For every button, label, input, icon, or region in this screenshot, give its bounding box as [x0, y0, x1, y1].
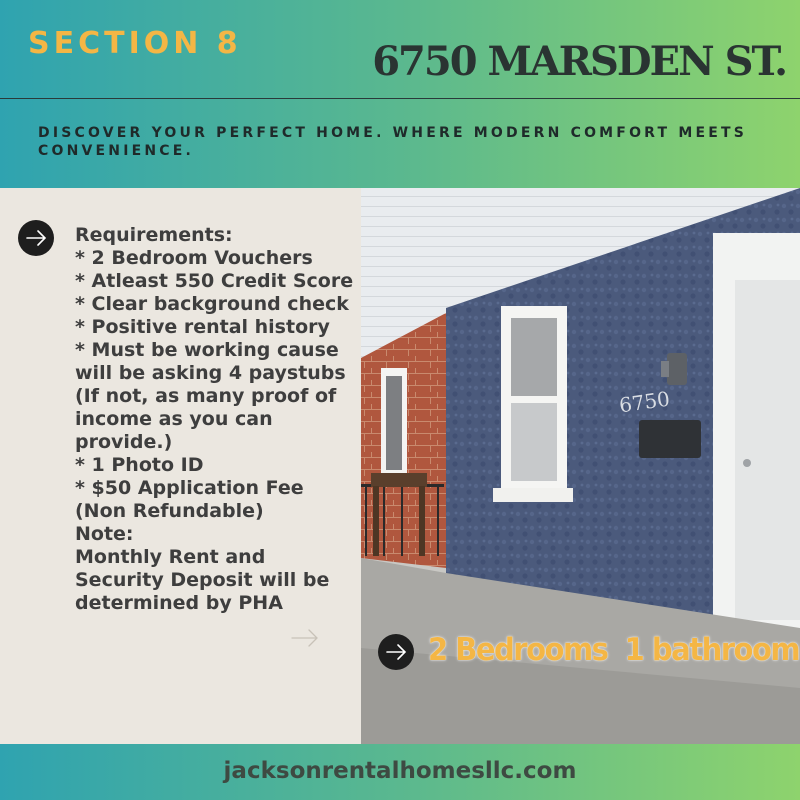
requirements-heading: Requirements:	[75, 224, 233, 246]
website-url: jacksonrentalhomesllc.com	[223, 758, 577, 784]
requirement-item: * Must be working cause will be asking 4 paystubs (If not, as many proof of income as you can provide.)	[75, 339, 346, 453]
arrow-right-circle-icon	[378, 634, 414, 670]
requirements-list	[75, 224, 355, 615]
requirement-item: * 1 Photo ID	[75, 454, 204, 476]
requirements-panel	[0, 188, 361, 744]
tagline: DISCOVER YOUR PERFECT HOME. WHERE MODERN COMFORT MEETS CONVENIENCE.	[38, 125, 748, 159]
house-number: 6750	[617, 386, 672, 418]
requirement-item: * 2 Bedroom Vouchers	[75, 247, 313, 269]
arrow-right-circle-icon	[18, 220, 54, 256]
footer-banner	[0, 744, 800, 800]
arrow-right-thin-icon	[290, 626, 320, 654]
header-banner	[0, 0, 800, 188]
requirement-item: * Clear background check	[75, 293, 349, 315]
bed-bath-summary: 2 Bedrooms 1 bathroom	[428, 630, 800, 668]
note-heading: Note:	[75, 523, 134, 545]
requirement-item: * $50 Application Fee (Non Refundable)	[75, 477, 304, 522]
header-divider	[0, 98, 800, 99]
requirement-item: * Atleast 550 Credit Score	[75, 270, 354, 292]
requirement-item: * Positive rental history	[75, 316, 330, 338]
section-8-label: SECTION 8	[28, 26, 242, 61]
property-address: 6750 MARSDEN ST.	[372, 38, 786, 85]
note-text: Monthly Rent and Security Deposit will be determined by PHA	[75, 546, 330, 614]
